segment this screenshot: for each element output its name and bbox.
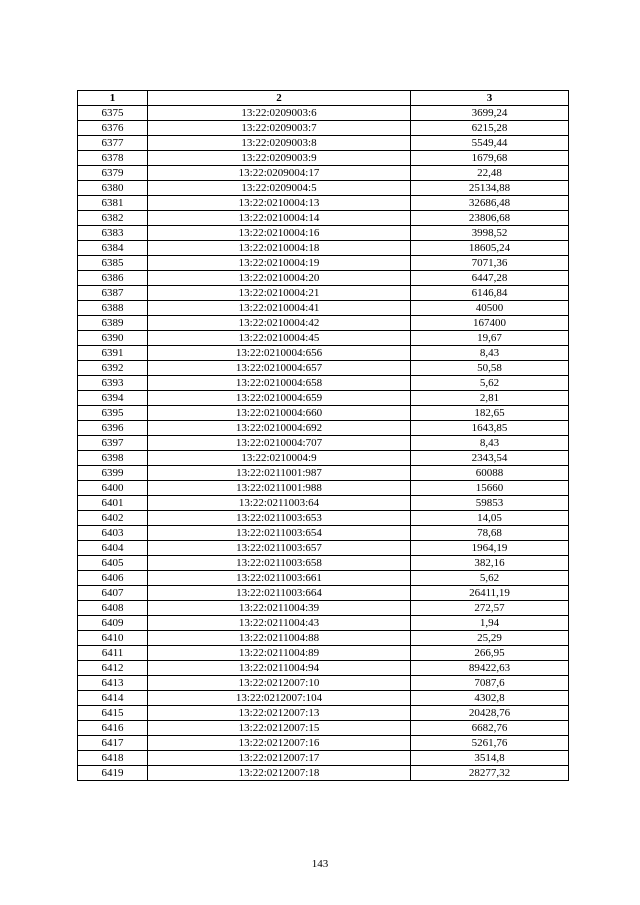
row-number-cell: 6382 — [78, 211, 148, 226]
table-header-row — [78, 91, 569, 106]
cadastral-number-cell: 13:22:0210004:41 — [148, 301, 411, 316]
value-cell: 1643,85 — [411, 421, 569, 436]
table-row — [78, 676, 569, 691]
value-cell: 8,43 — [411, 436, 569, 451]
cadastral-number-cell: 13:22:0211004:89 — [148, 646, 411, 661]
table-row — [78, 751, 569, 766]
value-cell: 5261,76 — [411, 736, 569, 751]
value-cell: 19,67 — [411, 331, 569, 346]
table-row — [78, 316, 569, 331]
row-number-cell: 6394 — [78, 391, 148, 406]
value-cell: 6146,84 — [411, 286, 569, 301]
table-row — [78, 271, 569, 286]
table-row — [78, 526, 569, 541]
row-number-cell: 6381 — [78, 196, 148, 211]
table-row — [78, 256, 569, 271]
table-row — [78, 286, 569, 301]
row-number-cell: 6377 — [78, 136, 148, 151]
value-cell: 14,05 — [411, 511, 569, 526]
table-row — [78, 631, 569, 646]
value-cell: 1964,19 — [411, 541, 569, 556]
cadastral-number-cell: 13:22:0209004:5 — [148, 181, 411, 196]
table-row — [78, 106, 569, 121]
row-number-cell: 6395 — [78, 406, 148, 421]
row-number-cell: 6412 — [78, 661, 148, 676]
cadastral-number-cell: 13:22:0211003:664 — [148, 586, 411, 601]
value-cell: 18605,24 — [411, 241, 569, 256]
table-row — [78, 736, 569, 751]
cadastral-number-cell: 13:22:0212007:15 — [148, 721, 411, 736]
cadastral-number-cell: 13:22:0211003:661 — [148, 571, 411, 586]
value-cell: 5,62 — [411, 376, 569, 391]
row-number-cell: 6380 — [78, 181, 148, 196]
cadastral-number-cell: 13:22:0210004:45 — [148, 331, 411, 346]
value-cell: 7071,36 — [411, 256, 569, 271]
cadastral-number-cell: 13:22:0210004:656 — [148, 346, 411, 361]
cadastral-number-cell: 13:22:0211004:43 — [148, 616, 411, 631]
value-cell: 59853 — [411, 496, 569, 511]
row-number-cell: 6403 — [78, 526, 148, 541]
row-number-cell: 6384 — [78, 241, 148, 256]
value-cell: 26411,19 — [411, 586, 569, 601]
cadastral-number-cell: 13:22:0210004:658 — [148, 376, 411, 391]
value-cell: 78,68 — [411, 526, 569, 541]
row-number-cell: 6415 — [78, 706, 148, 721]
column-header: 3 — [411, 91, 569, 106]
cadastral-number-cell: 13:22:0209003:9 — [148, 151, 411, 166]
table-row — [78, 301, 569, 316]
value-cell: 32686,48 — [411, 196, 569, 211]
cadastral-number-cell: 13:22:0211003:658 — [148, 556, 411, 571]
table-row — [78, 541, 569, 556]
value-cell: 20428,76 — [411, 706, 569, 721]
value-cell: 266,95 — [411, 646, 569, 661]
table-row — [78, 691, 569, 706]
page-number: 143 — [311, 858, 329, 870]
table-row — [78, 661, 569, 676]
table-row — [78, 181, 569, 196]
value-cell: 167400 — [411, 316, 569, 331]
table-row — [78, 121, 569, 136]
row-number-cell: 6413 — [78, 676, 148, 691]
row-number-cell: 6390 — [78, 331, 148, 346]
cadastral-number-cell: 13:22:0211003:64 — [148, 496, 411, 511]
table-row — [78, 451, 569, 466]
value-cell: 6215,28 — [411, 121, 569, 136]
table-row — [78, 556, 569, 571]
row-number-cell: 6416 — [78, 721, 148, 736]
table-row — [78, 586, 569, 601]
cadastral-number-cell: 13:22:0212007:104 — [148, 691, 411, 706]
cadastral-number-cell: 13:22:0210004:13 — [148, 196, 411, 211]
cadastral-number-cell: 13:22:0211001:987 — [148, 466, 411, 481]
row-number-cell: 6393 — [78, 376, 148, 391]
table-row — [78, 211, 569, 226]
table-row — [78, 481, 569, 496]
cadastral-number-cell: 13:22:0211003:657 — [148, 541, 411, 556]
row-number-cell: 6378 — [78, 151, 148, 166]
cadastral-number-cell: 13:22:0212007:10 — [148, 676, 411, 691]
cadastral-number-cell: 13:22:0211004:88 — [148, 631, 411, 646]
cadastral-number-cell: 13:22:0210004:19 — [148, 256, 411, 271]
value-cell: 22,48 — [411, 166, 569, 181]
cadastral-number-cell: 13:22:0210004:659 — [148, 391, 411, 406]
value-cell: 1,94 — [411, 616, 569, 631]
value-cell: 15660 — [411, 481, 569, 496]
row-number-cell: 6385 — [78, 256, 148, 271]
value-cell: 8,43 — [411, 346, 569, 361]
value-cell: 40500 — [411, 301, 569, 316]
row-number-cell: 6399 — [78, 466, 148, 481]
table-row — [78, 766, 569, 781]
table-row — [78, 361, 569, 376]
table-row — [78, 616, 569, 631]
row-number-cell: 6392 — [78, 361, 148, 376]
cadastral-number-cell: 13:22:0212007:16 — [148, 736, 411, 751]
table-row — [78, 646, 569, 661]
row-number-cell: 6389 — [78, 316, 148, 331]
table-row — [78, 421, 569, 436]
value-cell: 272,57 — [411, 601, 569, 616]
table-row — [78, 166, 569, 181]
row-number-cell: 6401 — [78, 496, 148, 511]
table-body — [78, 106, 569, 781]
row-number-cell: 6379 — [78, 166, 148, 181]
row-number-cell: 6409 — [78, 616, 148, 631]
value-cell: 2343,54 — [411, 451, 569, 466]
cadastral-number-cell: 13:22:0209003:7 — [148, 121, 411, 136]
row-number-cell: 6398 — [78, 451, 148, 466]
value-cell: 3699,24 — [411, 106, 569, 121]
row-number-cell: 6404 — [78, 541, 148, 556]
row-number-cell: 6417 — [78, 736, 148, 751]
cadastral-number-cell: 13:22:0210004:18 — [148, 241, 411, 256]
table-row — [78, 406, 569, 421]
table-row — [78, 511, 569, 526]
cadastral-number-cell: 13:22:0211003:654 — [148, 526, 411, 541]
cadastral-number-cell: 13:22:0210004:707 — [148, 436, 411, 451]
table-row — [78, 436, 569, 451]
row-number-cell: 6375 — [78, 106, 148, 121]
row-number-cell: 6391 — [78, 346, 148, 361]
cadastral-number-cell: 13:22:0210004:660 — [148, 406, 411, 421]
value-cell: 4302,8 — [411, 691, 569, 706]
column-header: 2 — [148, 91, 411, 106]
cadastral-number-cell: 13:22:0210004:14 — [148, 211, 411, 226]
row-number-cell: 6397 — [78, 436, 148, 451]
table-row — [78, 721, 569, 736]
cadastral-number-cell: 13:22:0210004:9 — [148, 451, 411, 466]
cadastral-number-cell: 13:22:0212007:17 — [148, 751, 411, 766]
table-row — [78, 136, 569, 151]
cadastral-number-cell: 13:22:0210004:20 — [148, 271, 411, 286]
row-number-cell: 6406 — [78, 571, 148, 586]
value-cell: 182,65 — [411, 406, 569, 421]
value-cell: 89422,63 — [411, 661, 569, 676]
row-number-cell: 6386 — [78, 271, 148, 286]
value-cell: 5,62 — [411, 571, 569, 586]
row-number-cell: 6400 — [78, 481, 148, 496]
cadastral-number-cell: 13:22:0209003:6 — [148, 106, 411, 121]
table-row — [78, 496, 569, 511]
table-row — [78, 226, 569, 241]
value-cell: 25,29 — [411, 631, 569, 646]
cadastral-number-cell: 13:22:0210004:657 — [148, 361, 411, 376]
cadastral-number-cell: 13:22:0211004:39 — [148, 601, 411, 616]
value-cell: 7087,6 — [411, 676, 569, 691]
row-number-cell: 6387 — [78, 286, 148, 301]
table-row — [78, 706, 569, 721]
row-number-cell: 6396 — [78, 421, 148, 436]
cadastral-number-cell: 13:22:0210004:692 — [148, 421, 411, 436]
value-cell: 23806,68 — [411, 211, 569, 226]
row-number-cell: 6376 — [78, 121, 148, 136]
table-row — [78, 346, 569, 361]
cadastral-number-cell: 13:22:0210004:21 — [148, 286, 411, 301]
table-row — [78, 601, 569, 616]
value-cell: 28277,32 — [411, 766, 569, 781]
cadastral-number-cell: 13:22:0210004:42 — [148, 316, 411, 331]
row-number-cell: 6411 — [78, 646, 148, 661]
row-number-cell: 6408 — [78, 601, 148, 616]
row-number-cell: 6410 — [78, 631, 148, 646]
cadastral-number-cell: 13:22:0209004:17 — [148, 166, 411, 181]
value-cell: 382,16 — [411, 556, 569, 571]
cadastral-number-cell: 13:22:0212007:13 — [148, 706, 411, 721]
row-number-cell: 6414 — [78, 691, 148, 706]
table-row — [78, 196, 569, 211]
row-number-cell: 6405 — [78, 556, 148, 571]
cadastral-number-cell: 13:22:0211004:94 — [148, 661, 411, 676]
cadastral-number-cell: 13:22:0211001:988 — [148, 481, 411, 496]
cadastral-number-cell: 13:22:0210004:16 — [148, 226, 411, 241]
table-row — [78, 241, 569, 256]
row-number-cell: 6388 — [78, 301, 148, 316]
row-number-cell: 6402 — [78, 511, 148, 526]
column-header: 1 — [78, 91, 148, 106]
cadastral-number-cell: 13:22:0212007:18 — [148, 766, 411, 781]
value-cell: 50,58 — [411, 361, 569, 376]
table-row — [78, 376, 569, 391]
value-cell: 25134,88 — [411, 181, 569, 196]
row-number-cell: 6419 — [78, 766, 148, 781]
row-number-cell: 6418 — [78, 751, 148, 766]
value-cell: 2,81 — [411, 391, 569, 406]
value-cell: 3514,8 — [411, 751, 569, 766]
value-cell: 6447,28 — [411, 271, 569, 286]
value-cell: 6682,76 — [411, 721, 569, 736]
value-cell: 3998,52 — [411, 226, 569, 241]
table-row — [78, 571, 569, 586]
table-row — [78, 151, 569, 166]
value-cell: 5549,44 — [411, 136, 569, 151]
cadastral-number-cell: 13:22:0209003:8 — [148, 136, 411, 151]
data-table — [77, 90, 569, 781]
row-number-cell: 6383 — [78, 226, 148, 241]
table-row — [78, 391, 569, 406]
table-row — [78, 331, 569, 346]
row-number-cell: 6407 — [78, 586, 148, 601]
value-cell: 60088 — [411, 466, 569, 481]
table-row — [78, 466, 569, 481]
value-cell: 1679,68 — [411, 151, 569, 166]
cadastral-number-cell: 13:22:0211003:653 — [148, 511, 411, 526]
